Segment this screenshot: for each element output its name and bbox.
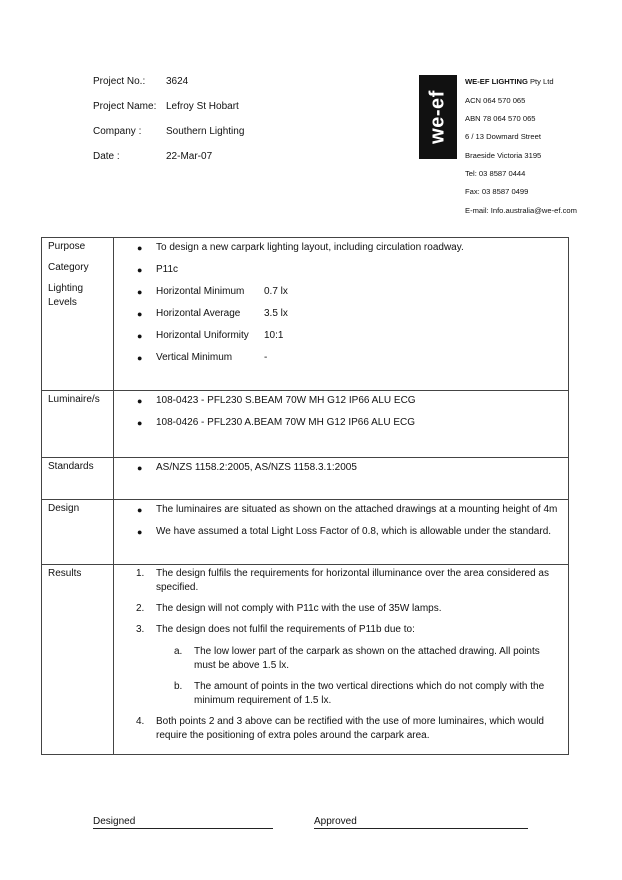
we-ef-logo — [419, 75, 457, 159]
levels-label: Levels — [48, 297, 77, 308]
result-item-3: 3. The design does not fulfil the requirements of P11b due to: — [136, 624, 415, 635]
standards-category-cell — [42, 458, 114, 500]
level-item: ● Horizontal Minimum 0.7 lx — [137, 286, 288, 297]
results-label: Results — [48, 568, 82, 579]
result-item-4: 4. Both points 2 and 3 above can be rectified with the use of more luminaires, which would require the positioning of extra poles around the carpark area. — [136, 716, 544, 741]
list-item: ● To design a new carpark lighting layout, including circulation roadway. — [137, 242, 464, 253]
design-label: Design — [48, 503, 80, 514]
category-label: Category — [48, 262, 89, 273]
luminaires-body-cell — [114, 391, 569, 458]
lighting-label: Lighting — [48, 283, 84, 294]
results-category-cell — [42, 565, 114, 755]
result-item-2: 2. The design will not comply with P11c with the use of 35W lamps. — [136, 603, 442, 614]
luminaires-row — [42, 391, 569, 458]
list-item: ● 108-0426 - PFL230 A.BEAM 70W MH G12 IP66 ALU ECG — [137, 417, 416, 428]
list-item: ● AS/NZS 1158.2:2005, AS/NZS 1158.3.1:2005 — [137, 462, 357, 473]
company-tel: Tel: 03 8587 0444 — [465, 169, 526, 178]
result-subitem-a: a. The low lower part of the carpark as shown on the attached drawing. All points must be above 1.5 lx. — [174, 646, 540, 671]
approved-signature-line — [314, 828, 528, 829]
level-item: ● Vertical Minimum - — [137, 352, 268, 363]
result-subitem-b: b. The amount of points in the two vertical directions which do not comply with the minimum requirement of 1.5 lx. — [174, 681, 545, 706]
logo-text: we-ef — [426, 90, 449, 144]
project-no-value: 3624 — [166, 76, 189, 87]
project-no-label: Project No.: — [93, 76, 146, 87]
report-table — [41, 237, 569, 755]
design-row — [42, 500, 569, 565]
company-address-2: Braeside Victoria 3195 — [465, 151, 542, 160]
standards-body-cell — [114, 458, 569, 500]
result-item-1: 1. The design fulfils the requirements for horizontal illuminance over the area considered as specified. — [136, 568, 549, 593]
design-category-cell — [42, 500, 114, 565]
design-body-cell — [114, 500, 569, 565]
designed-label: Designed — [93, 816, 136, 827]
approved-label: Approved — [314, 816, 357, 827]
purpose-row — [42, 238, 569, 391]
standards-label: Standards — [48, 461, 94, 472]
list-item: ● The luminaires are situated as shown on the attached drawings at a mounting height of 4m — [137, 504, 558, 515]
company-acn: ACN 064 570 065 — [465, 96, 526, 105]
luminaires-label: Luminaire/s — [48, 394, 100, 405]
company-email: E-mail: Info.australia@we-ef.com — [465, 206, 577, 215]
date-value: 22-Mar-07 — [166, 151, 213, 162]
results-body-cell — [114, 565, 569, 755]
company-fax: Fax: 03 8587 0499 — [465, 187, 529, 196]
company-abn: ABN 78 064 570 065 — [465, 114, 536, 123]
level-item: ● Horizontal Uniformity 10:1 — [137, 330, 284, 341]
purpose-category-cell — [42, 238, 114, 391]
purpose-label: Purpose — [48, 241, 86, 252]
company-address-1: 6 / 13 Dowmard Street — [465, 132, 541, 141]
project-name-value: Lefroy St Hobart — [166, 101, 239, 112]
luminaires-category-cell — [42, 391, 114, 458]
company-name: WE-EF LIGHTING Pty Ltd — [465, 77, 554, 86]
designed-signature-line — [93, 828, 273, 829]
results-row — [42, 565, 569, 755]
company-value: Southern Lighting — [166, 126, 245, 137]
level-item: ● Horizontal Average 3.5 lx — [137, 308, 288, 319]
list-item: ● P11c — [137, 264, 179, 275]
standards-row — [42, 458, 569, 500]
company-label: Company : — [93, 126, 142, 137]
list-item: ● 108-0423 - PFL230 S.BEAM 70W MH G12 IP66 ALU ECG — [137, 395, 416, 406]
project-name-label: Project Name: — [93, 101, 157, 112]
list-item: ● We have assumed a total Light Loss Factor of 0.8, which is allowable under the standard. — [137, 526, 552, 537]
date-label: Date : — [93, 151, 120, 162]
purpose-body-cell — [114, 238, 569, 391]
